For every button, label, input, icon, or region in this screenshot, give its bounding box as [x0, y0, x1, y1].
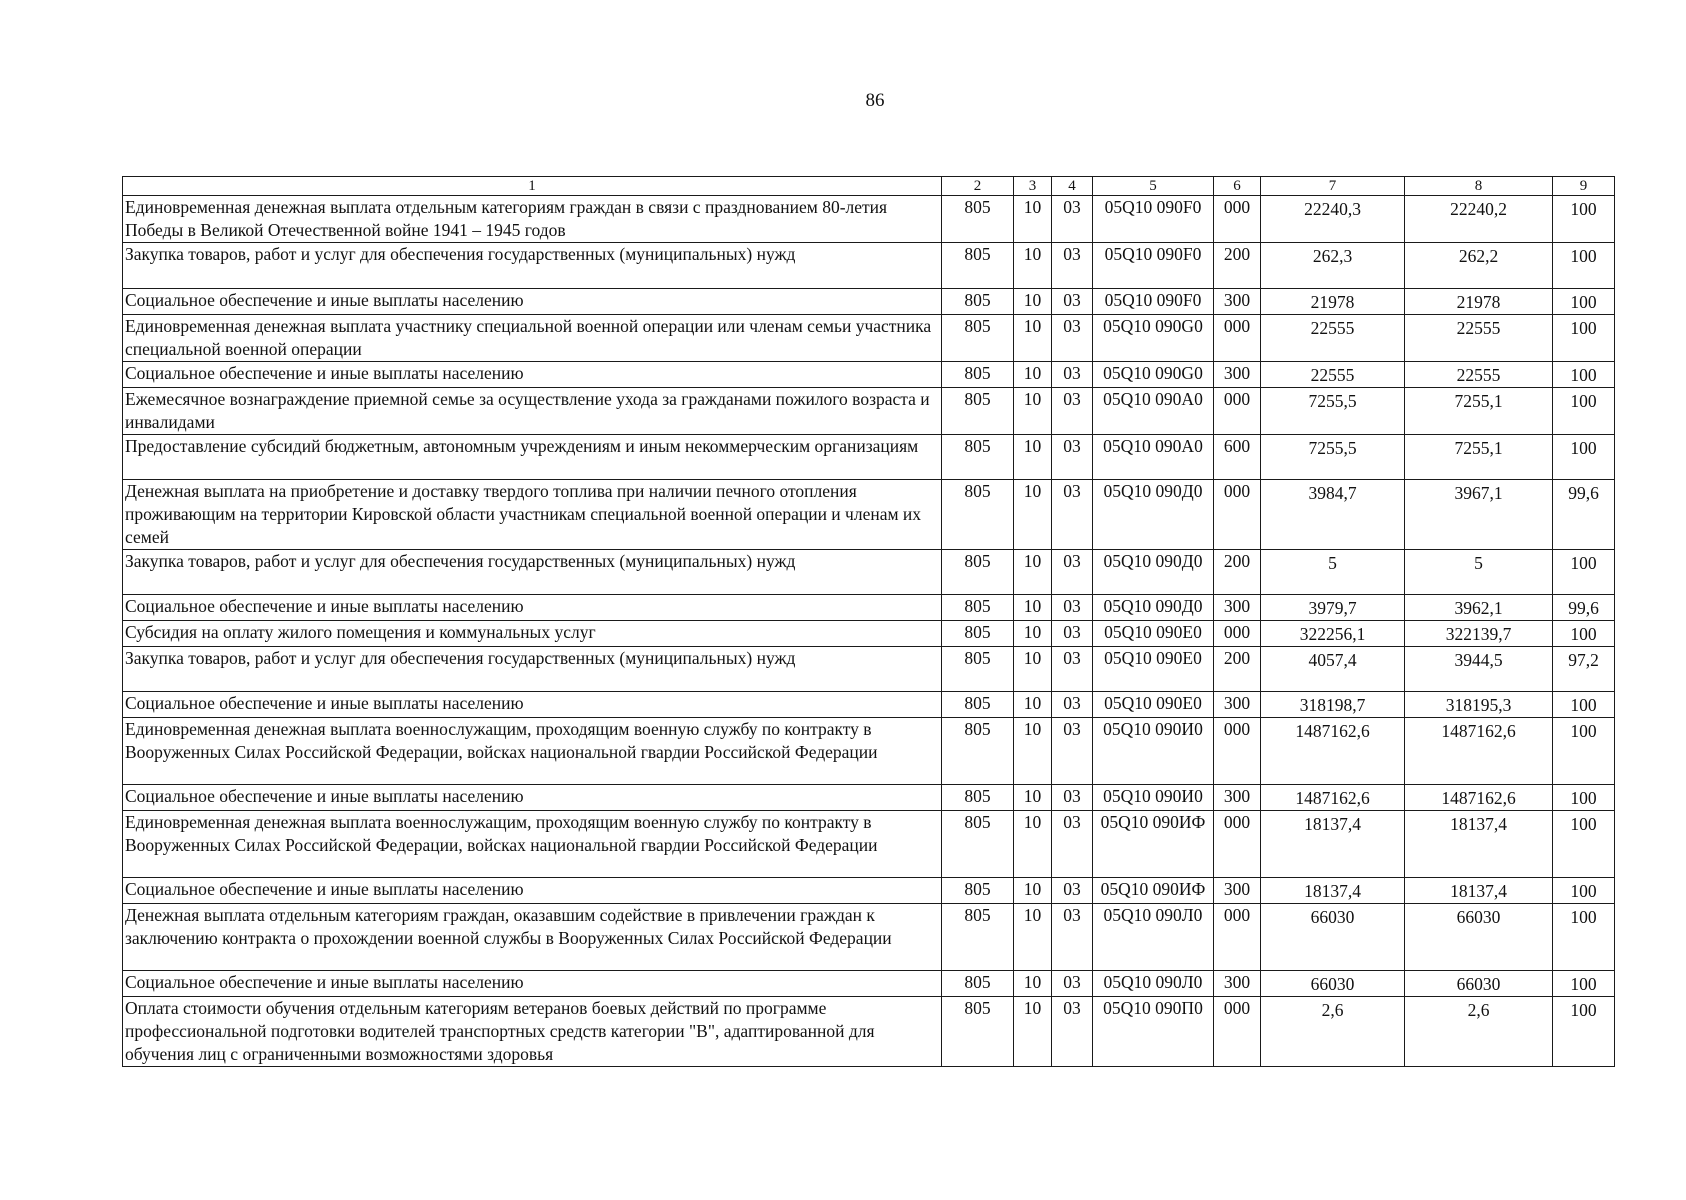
- code-805: 805: [942, 621, 1014, 647]
- execution-percent: 100: [1553, 811, 1615, 878]
- row-description: Предоставление субсидий бюджетным, автономным учреждениям и иным некоммерческим организациям: [123, 435, 942, 480]
- code-805: 805: [942, 315, 1014, 362]
- executed-amount: 22555: [1405, 362, 1553, 388]
- execution-percent: 99,6: [1553, 595, 1615, 621]
- executed-amount: 22555: [1405, 315, 1553, 362]
- target-article-code: 05Q10 090F0: [1093, 196, 1214, 243]
- planned-amount: 66030: [1261, 904, 1405, 971]
- execution-percent: 100: [1553, 904, 1615, 971]
- section-code: 10: [1014, 362, 1052, 388]
- target-article-code: 05Q10 090F0: [1093, 289, 1214, 315]
- subsection-code: 03: [1052, 878, 1093, 904]
- executed-amount: 3967,1: [1405, 480, 1553, 550]
- subsection-code: 03: [1052, 388, 1093, 435]
- table-row: [123, 997, 1615, 1067]
- row-description: Социальное обеспечение и иные выплаты населению: [123, 785, 942, 811]
- table-body: [123, 196, 1615, 1067]
- planned-amount: 262,3: [1261, 243, 1405, 289]
- row-description: Ежемесячное вознаграждение приемной семье за осуществление ухода за гражданами пожилого возраста и инвалидами: [123, 388, 942, 435]
- expense-type-code: 000: [1214, 718, 1261, 785]
- target-article-code: 05Q10 090E0: [1093, 647, 1214, 692]
- target-article-code: 05Q10 090A0: [1093, 435, 1214, 480]
- table-row: [123, 971, 1615, 997]
- section-code: 10: [1014, 196, 1052, 243]
- subsection-code: 03: [1052, 289, 1093, 315]
- section-code: 10: [1014, 550, 1052, 595]
- table-row: [123, 435, 1615, 480]
- column-number-row: [123, 177, 1615, 196]
- executed-amount: 18137,4: [1405, 811, 1553, 878]
- code-805: 805: [942, 811, 1014, 878]
- code-805: 805: [942, 388, 1014, 435]
- section-code: 10: [1014, 621, 1052, 647]
- planned-amount: 3979,7: [1261, 595, 1405, 621]
- code-805: 805: [942, 647, 1014, 692]
- target-article-code: 05Q10 090ИФ: [1093, 878, 1214, 904]
- code-805: 805: [942, 878, 1014, 904]
- executed-amount: 66030: [1405, 904, 1553, 971]
- column-header: 8: [1405, 177, 1553, 196]
- subsection-code: 03: [1052, 647, 1093, 692]
- row-description: Закупка товаров, работ и услуг для обеспечения государственных (муниципальных) нужд: [123, 243, 942, 289]
- page-number: 86: [865, 90, 885, 111]
- column-header: 2: [942, 177, 1014, 196]
- planned-amount: 22240,3: [1261, 196, 1405, 243]
- execution-percent: 100: [1553, 997, 1615, 1067]
- row-description: Денежная выплата отдельным категориям граждан, оказавшим содействие в привлечении граждан к заключению контракта о прохождении военной службы в Вооруженных Силах Российской Федерации: [123, 904, 942, 971]
- table-row: [123, 289, 1615, 315]
- expense-type-code: 200: [1214, 550, 1261, 595]
- executed-amount: 22240,2: [1405, 196, 1553, 243]
- expense-type-code: 000: [1214, 997, 1261, 1067]
- execution-percent: 100: [1553, 388, 1615, 435]
- section-code: 10: [1014, 718, 1052, 785]
- table-row: [123, 595, 1615, 621]
- executed-amount: 3944,5: [1405, 647, 1553, 692]
- table-row: [123, 243, 1615, 289]
- section-code: 10: [1014, 480, 1052, 550]
- subsection-code: 03: [1052, 243, 1093, 289]
- row-description: Оплата стоимости обучения отдельным категориям ветеранов боевых действий по программе профессиональной подготовки водителей транспортных средств категории "В", адаптированной для обучения лиц с ограниченными возможностями здоровья: [123, 997, 942, 1067]
- expense-type-code: 000: [1214, 388, 1261, 435]
- execution-percent: 100: [1553, 196, 1615, 243]
- expense-type-code: 000: [1214, 904, 1261, 971]
- column-header: 9: [1553, 177, 1615, 196]
- row-description: Социальное обеспечение и иные выплаты населению: [123, 878, 942, 904]
- subsection-code: 03: [1052, 971, 1093, 997]
- planned-amount: 22555: [1261, 315, 1405, 362]
- section-code: 10: [1014, 997, 1052, 1067]
- execution-percent: 97,2: [1553, 647, 1615, 692]
- executed-amount: 7255,1: [1405, 435, 1553, 480]
- table-row: [123, 388, 1615, 435]
- execution-percent: 100: [1553, 550, 1615, 595]
- row-description: Единовременная денежная выплата военнослужащим, проходящим военную службу по контракту в Вооруженных Силах Российской Федерации, войсках национальной гвардии Российской Федерации: [123, 811, 942, 878]
- section-code: 10: [1014, 647, 1052, 692]
- subsection-code: 03: [1052, 904, 1093, 971]
- column-header: 1: [123, 177, 942, 196]
- table-row: [123, 480, 1615, 550]
- table-row: [123, 878, 1615, 904]
- budget-table: [122, 176, 1615, 1067]
- execution-percent: 100: [1553, 621, 1615, 647]
- subsection-code: 03: [1052, 997, 1093, 1067]
- row-description: Социальное обеспечение и иные выплаты населению: [123, 692, 942, 718]
- column-header: 6: [1214, 177, 1261, 196]
- section-code: 10: [1014, 811, 1052, 878]
- code-805: 805: [942, 435, 1014, 480]
- section-code: 10: [1014, 595, 1052, 621]
- table-row: [123, 692, 1615, 718]
- execution-percent: 100: [1553, 692, 1615, 718]
- expense-type-code: 600: [1214, 435, 1261, 480]
- target-article-code: 05Q10 090ИФ: [1093, 811, 1214, 878]
- target-article-code: 05Q10 090G0: [1093, 315, 1214, 362]
- subsection-code: 03: [1052, 811, 1093, 878]
- planned-amount: 1487162,6: [1261, 718, 1405, 785]
- subsection-code: 03: [1052, 785, 1093, 811]
- target-article-code: 05Q10 090E0: [1093, 621, 1214, 647]
- executed-amount: 3962,1: [1405, 595, 1553, 621]
- code-805: 805: [942, 196, 1014, 243]
- subsection-code: 03: [1052, 435, 1093, 480]
- executed-amount: 2,6: [1405, 997, 1553, 1067]
- row-description: Субсидия на оплату жилого помещения и коммунальных услуг: [123, 621, 942, 647]
- planned-amount: 2,6: [1261, 997, 1405, 1067]
- subsection-code: 03: [1052, 196, 1093, 243]
- target-article-code: 05Q10 090A0: [1093, 388, 1214, 435]
- planned-amount: 18137,4: [1261, 878, 1405, 904]
- subsection-code: 03: [1052, 692, 1093, 718]
- code-805: 805: [942, 595, 1014, 621]
- expense-type-code: 300: [1214, 878, 1261, 904]
- table-row: [123, 904, 1615, 971]
- target-article-code: 05Q10 090И0: [1093, 718, 1214, 785]
- code-805: 805: [942, 785, 1014, 811]
- section-code: 10: [1014, 289, 1052, 315]
- section-code: 10: [1014, 243, 1052, 289]
- code-805: 805: [942, 480, 1014, 550]
- row-description: Единовременная денежная выплата отдельным категориям граждан в связи с празднованием 80-летия Победы в Великой Отечественной войне 1941 – 1945 годов: [123, 196, 942, 243]
- planned-amount: 21978: [1261, 289, 1405, 315]
- target-article-code: 05Q10 090Д0: [1093, 550, 1214, 595]
- planned-amount: 66030: [1261, 971, 1405, 997]
- row-description: Закупка товаров, работ и услуг для обеспечения государственных (муниципальных) нужд: [123, 550, 942, 595]
- expense-type-code: 000: [1214, 196, 1261, 243]
- execution-percent: 100: [1553, 785, 1615, 811]
- target-article-code: 05Q10 090Д0: [1093, 480, 1214, 550]
- execution-percent: 100: [1553, 362, 1615, 388]
- executed-amount: 21978: [1405, 289, 1553, 315]
- subsection-code: 03: [1052, 718, 1093, 785]
- target-article-code: 05Q10 090Д0: [1093, 595, 1214, 621]
- target-article-code: 05Q10 090И0: [1093, 785, 1214, 811]
- row-description: Социальное обеспечение и иные выплаты населению: [123, 971, 942, 997]
- table-row: [123, 811, 1615, 878]
- execution-percent: 100: [1553, 289, 1615, 315]
- expense-type-code: 300: [1214, 785, 1261, 811]
- table-header: [123, 177, 1615, 196]
- subsection-code: 03: [1052, 550, 1093, 595]
- expense-type-code: 300: [1214, 971, 1261, 997]
- table-row: [123, 362, 1615, 388]
- code-805: 805: [942, 997, 1014, 1067]
- execution-percent: 100: [1553, 718, 1615, 785]
- subsection-code: 03: [1052, 315, 1093, 362]
- execution-percent: 99,6: [1553, 480, 1615, 550]
- code-805: 805: [942, 550, 1014, 595]
- table-row: [123, 550, 1615, 595]
- subsection-code: 03: [1052, 362, 1093, 388]
- expense-type-code: 300: [1214, 595, 1261, 621]
- expense-type-code: 200: [1214, 647, 1261, 692]
- code-805: 805: [942, 243, 1014, 289]
- section-code: 10: [1014, 435, 1052, 480]
- row-description: Единовременная денежная выплата военнослужащим, проходящим военную службу по контракту в Вооруженных Силах Российской Федерации, войсках национальной гвардии Российской Федерации: [123, 718, 942, 785]
- target-article-code: 05Q10 090E0: [1093, 692, 1214, 718]
- target-article-code: 05Q10 090Л0: [1093, 971, 1214, 997]
- section-code: 10: [1014, 904, 1052, 971]
- row-description: Социальное обеспечение и иные выплаты населению: [123, 362, 942, 388]
- code-805: 805: [942, 692, 1014, 718]
- column-header: 5: [1093, 177, 1214, 196]
- planned-amount: 1487162,6: [1261, 785, 1405, 811]
- expense-type-code: 000: [1214, 811, 1261, 878]
- expense-type-code: 000: [1214, 315, 1261, 362]
- executed-amount: 5: [1405, 550, 1553, 595]
- target-article-code: 05Q10 090Л0: [1093, 904, 1214, 971]
- subsection-code: 03: [1052, 595, 1093, 621]
- expense-type-code: 300: [1214, 362, 1261, 388]
- row-description: Денежная выплата на приобретение и доставку твердого топлива при наличии печного отопления проживающим на территории Кировской области участникам специальной военной операции и членам их семей: [123, 480, 942, 550]
- column-header: 4: [1052, 177, 1093, 196]
- table-row: [123, 196, 1615, 243]
- section-code: 10: [1014, 692, 1052, 718]
- executed-amount: 18137,4: [1405, 878, 1553, 904]
- planned-amount: 7255,5: [1261, 388, 1405, 435]
- subsection-code: 03: [1052, 480, 1093, 550]
- executed-amount: 66030: [1405, 971, 1553, 997]
- expense-type-code: 300: [1214, 289, 1261, 315]
- expense-type-code: 200: [1214, 243, 1261, 289]
- execution-percent: 100: [1553, 878, 1615, 904]
- executed-amount: 1487162,6: [1405, 718, 1553, 785]
- row-description: Социальное обеспечение и иные выплаты населению: [123, 595, 942, 621]
- table-row: [123, 718, 1615, 785]
- target-article-code: 05Q10 090П0: [1093, 997, 1214, 1067]
- section-code: 10: [1014, 315, 1052, 362]
- column-header: 7: [1261, 177, 1405, 196]
- expense-type-code: 000: [1214, 621, 1261, 647]
- row-description: Социальное обеспечение и иные выплаты населению: [123, 289, 942, 315]
- planned-amount: 5: [1261, 550, 1405, 595]
- executed-amount: 1487162,6: [1405, 785, 1553, 811]
- table-row: [123, 647, 1615, 692]
- executed-amount: 322139,7: [1405, 621, 1553, 647]
- planned-amount: 7255,5: [1261, 435, 1405, 480]
- row-description: Закупка товаров, работ и услуг для обеспечения государственных (муниципальных) нужд: [123, 647, 942, 692]
- section-code: 10: [1014, 785, 1052, 811]
- target-article-code: 05Q10 090G0: [1093, 362, 1214, 388]
- subsection-code: 03: [1052, 621, 1093, 647]
- expense-type-code: 000: [1214, 480, 1261, 550]
- planned-amount: 18137,4: [1261, 811, 1405, 878]
- section-code: 10: [1014, 388, 1052, 435]
- row-description: Единовременная денежная выплата участнику специальной военной операции или членам семьи участника специальной военной операции: [123, 315, 942, 362]
- code-805: 805: [942, 718, 1014, 785]
- executed-amount: 318195,3: [1405, 692, 1553, 718]
- planned-amount: 322256,1: [1261, 621, 1405, 647]
- planned-amount: 22555: [1261, 362, 1405, 388]
- planned-amount: 3984,7: [1261, 480, 1405, 550]
- code-805: 805: [942, 904, 1014, 971]
- table-row: [123, 315, 1615, 362]
- code-805: 805: [942, 971, 1014, 997]
- section-code: 10: [1014, 971, 1052, 997]
- expense-type-code: 300: [1214, 692, 1261, 718]
- planned-amount: 4057,4: [1261, 647, 1405, 692]
- executed-amount: 7255,1: [1405, 388, 1553, 435]
- table-row: [123, 785, 1615, 811]
- execution-percent: 100: [1553, 435, 1615, 480]
- execution-percent: 100: [1553, 971, 1615, 997]
- code-805: 805: [942, 289, 1014, 315]
- execution-percent: 100: [1553, 243, 1615, 289]
- target-article-code: 05Q10 090F0: [1093, 243, 1214, 289]
- table-row: [123, 621, 1615, 647]
- code-805: 805: [942, 362, 1014, 388]
- section-code: 10: [1014, 878, 1052, 904]
- planned-amount: 318198,7: [1261, 692, 1405, 718]
- execution-percent: 100: [1553, 315, 1615, 362]
- column-header: 3: [1014, 177, 1052, 196]
- executed-amount: 262,2: [1405, 243, 1553, 289]
